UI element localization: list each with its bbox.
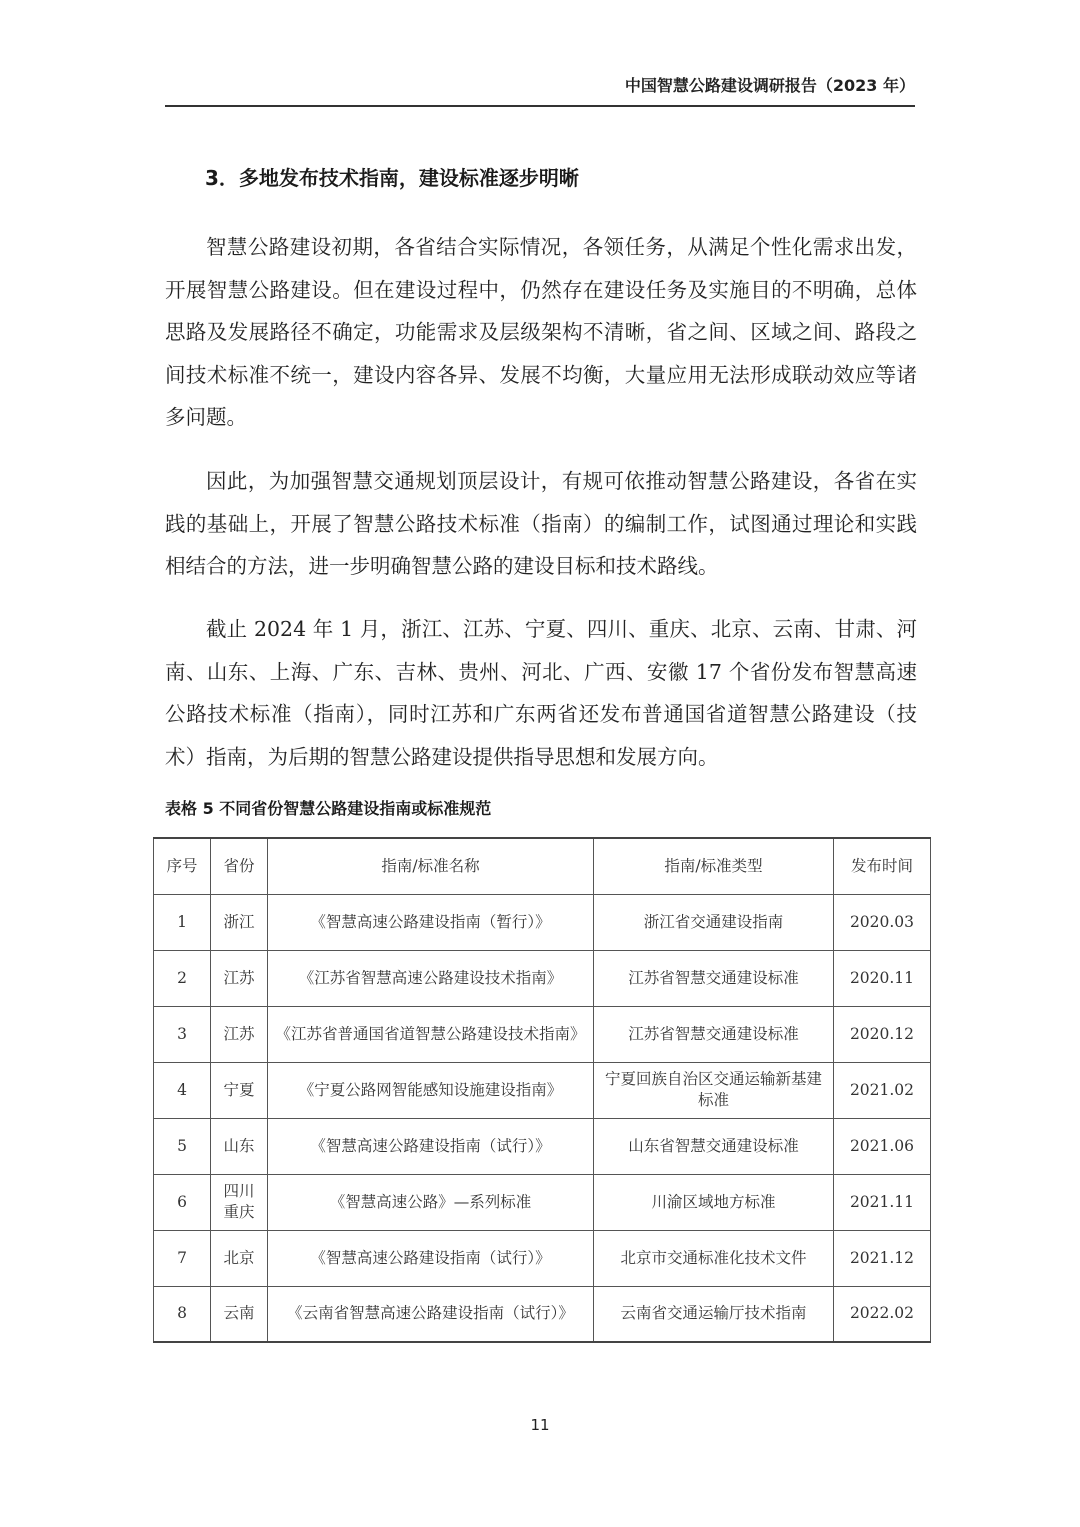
header-cell-name: 指南/标准名称 [268, 838, 594, 894]
cell-date: 2020.03 [834, 894, 931, 950]
cell-province: 宁夏 [211, 1062, 268, 1118]
cell-number: 6 [154, 1174, 211, 1230]
table-row [154, 1062, 931, 1118]
body-paragraph: 智慧公路建设初期，各省结合实际情况，各领任务，从满足个性化需求出发，开展智慧公路建设。但在建设过程中，仍然存在建设任务及实施目的不明确，总体思路及发展路径不确定，功能需求及层级架构不清晰，省之间、区域之间、路段之间技术标准不统一，建设内容各异、发展不均衡，大量应用无法形成联动效应等诸多问题。 [165, 235, 917, 429]
cell-province: 山东 [211, 1118, 268, 1174]
cell-type: 北京市交通标准化技术文件 [594, 1230, 834, 1286]
cell-province: 江苏 [211, 950, 268, 1006]
header-divider [165, 105, 915, 107]
table-row [154, 1006, 931, 1062]
cell-date: 2021.06 [834, 1118, 931, 1174]
cell-name: 《江苏省智慧高速公路建设技术指南》 [268, 950, 594, 1006]
header-cell-type: 指南/标准类型 [594, 838, 834, 894]
cell-date: 2021.12 [834, 1230, 931, 1286]
cell-province: 四川重庆 [211, 1174, 268, 1230]
cell-number: 2 [154, 950, 211, 1006]
cell-type: 浙江省交通建设指南 [594, 894, 834, 950]
cell-date: 2022.02 [834, 1286, 931, 1342]
cell-type: 江苏省智慧交通建设标准 [594, 950, 834, 1006]
body-paragraph: 因此，为加强智慧交通规划顶层设计，有规可依推动智慧公路建设，各省在实践的基础上，开展了智慧公路技术标准（指南）的编制工作，试图通过理论和实践相结合的方法，进一步明确智慧公路的建设目标和技术路线。 [165, 469, 917, 578]
cell-province: 江苏 [211, 1006, 268, 1062]
standards-table [153, 837, 931, 1343]
running-header: 中国智慧公路建设调研报告（2023 年） [624, 76, 915, 95]
cell-number: 8 [154, 1286, 211, 1342]
cell-name: 《智慧高速公路》—系列标准 [268, 1174, 594, 1230]
cell-type: 川渝区域地方标准 [594, 1174, 834, 1230]
cell-type: 宁夏回族自治区交通运输新基建标准 [594, 1062, 834, 1118]
cell-number: 3 [154, 1006, 211, 1062]
table-row [154, 1286, 931, 1342]
cell-number: 1 [154, 894, 211, 950]
cell-name: 《江苏省普通国省道智慧公路建设技术指南》 [268, 1006, 594, 1062]
cell-name: 《智慧高速公路建设指南（试行）》 [268, 1118, 594, 1174]
cell-name: 《宁夏公路网智能感知设施建设指南》 [268, 1062, 594, 1118]
cell-number: 4 [154, 1062, 211, 1118]
cell-date: 2021.02 [834, 1062, 931, 1118]
cell-province: 云南 [211, 1286, 268, 1342]
cell-type: 云南省交通运输厅技术指南 [594, 1286, 834, 1342]
table-row [154, 1230, 931, 1286]
header-cell-province: 省份 [211, 838, 268, 894]
header-cell-date: 发布时间 [834, 838, 931, 894]
body-paragraph: 截止 2024 年 1 月，浙江、江苏、宁夏、四川、重庆、北京、云南、甘肃、河南、山东、上海、广东、吉林、贵州、河北、广西、安徽 17 个省份发布智慧高速公路技术标准（指南），同时江苏和广东两省还发布普通国省道智慧公路建设（技术）指南，为后期的智慧公路建设提供指导思想和发展方向。 [165, 617, 917, 769]
page-number: 11 [530, 1416, 550, 1434]
cell-number: 7 [154, 1230, 211, 1286]
cell-type: 山东省智慧交通建设标准 [594, 1118, 834, 1174]
cell-province: 浙江 [211, 894, 268, 950]
table-header-row [154, 838, 931, 894]
table-row [154, 1118, 931, 1174]
cell-date: 2020.11 [834, 950, 931, 1006]
table-row [154, 950, 931, 1006]
table-row [154, 1174, 931, 1230]
cell-number: 5 [154, 1118, 211, 1174]
table-row [154, 894, 931, 950]
cell-name: 《云南省智慧高速公路建设指南（试行）》 [268, 1286, 594, 1342]
cell-name: 《智慧高速公路建设指南（暂行）》 [268, 894, 594, 950]
section-heading: 3．多地发布技术指南，建设标准逐步明晰 [205, 166, 579, 190]
table-caption: 表格 5 不同省份智慧公路建设指南或标准规范 [165, 799, 492, 818]
cell-type: 江苏省智慧交通建设标准 [594, 1006, 834, 1062]
cell-province: 北京 [211, 1230, 268, 1286]
cell-name: 《智慧高速公路建设指南（试行）》 [268, 1230, 594, 1286]
cell-date: 2021.11 [834, 1174, 931, 1230]
header-cell-number: 序号 [154, 838, 211, 894]
cell-date: 2020.12 [834, 1006, 931, 1062]
